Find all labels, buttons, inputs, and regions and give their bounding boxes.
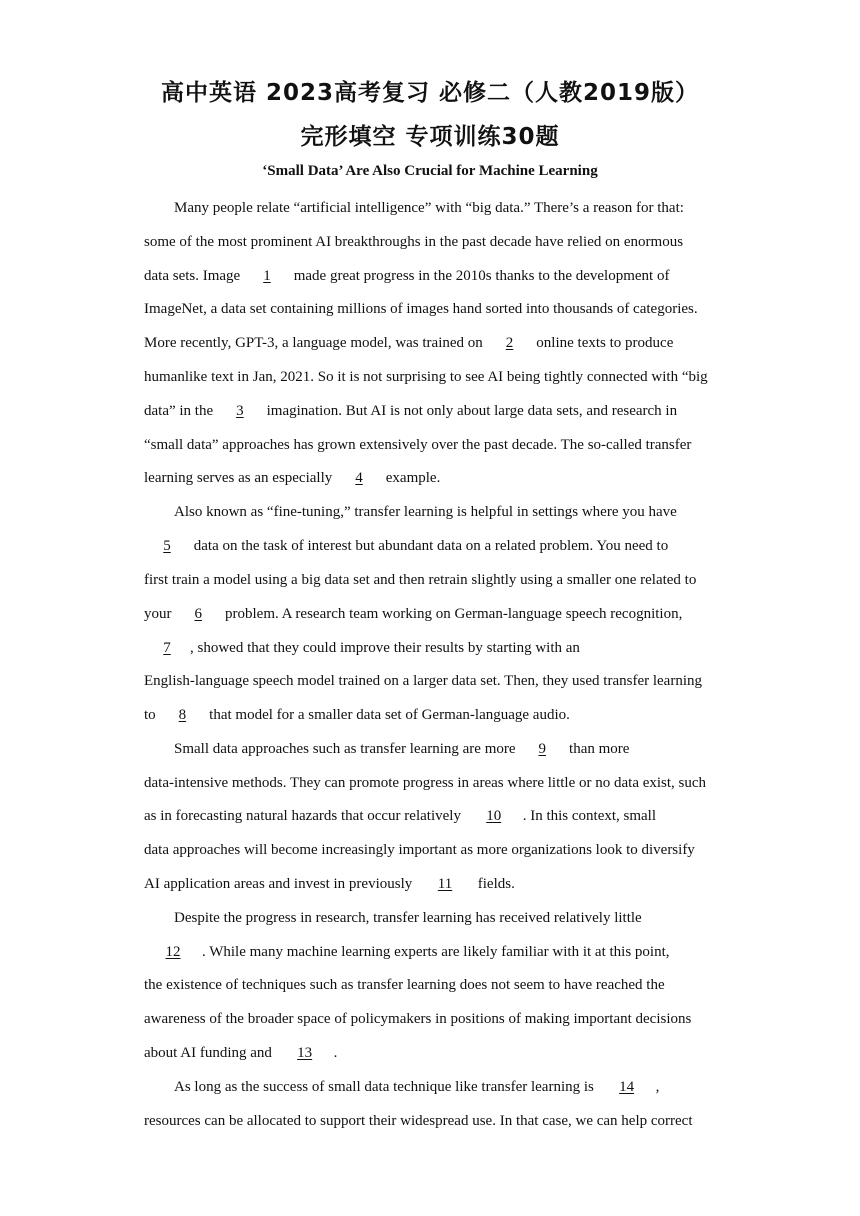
passage-line <box>144 975 665 995</box>
document-subtitle: 完形填空 专项训练30题 <box>300 124 560 150</box>
passage-line <box>144 468 440 488</box>
line-text: than more <box>565 741 630 757</box>
line-text: More recently, GPT-3, a language model, was trained on <box>144 335 487 351</box>
blank-11: 11 <box>437 876 453 892</box>
blank-13: 13 <box>297 1045 313 1061</box>
line-text: Small data approaches such as transfer learning are more <box>174 741 520 757</box>
passage-title: ‘Small Data’ Are Also Crucial for Machine Learning <box>262 163 598 179</box>
line-text: example. <box>382 470 441 486</box>
line-text: . <box>333 1045 338 1061</box>
line-text: some of the most prominent AI breakthroughs in the past decade have relied on enormous <box>144 234 684 250</box>
line-text: humanlike text in Jan, 2021. So it is not surprising to see AI being tightly connected with “big <box>144 369 708 385</box>
line-text: first train a model using a big data set and then retrain slightly using a smaller one related to <box>144 572 697 588</box>
blank-6: 6 <box>194 606 202 622</box>
blank-4: 4 <box>355 470 363 486</box>
blank-10: 10 <box>486 808 502 824</box>
blank-2: 2 <box>505 335 514 351</box>
passage-line <box>144 773 706 793</box>
line-text: imagination. But AI is not only about large data sets, and research in <box>262 403 678 419</box>
passage-line <box>144 1043 337 1063</box>
line-text: , showed that they could improve their results by starting with an <box>190 640 580 656</box>
line-text: data sets. Image <box>144 268 244 284</box>
passage-line <box>144 671 702 691</box>
passage-line <box>144 299 698 319</box>
passage-line <box>144 705 570 725</box>
line-text: “small data” approaches has grown extensively over the past decade. The so-called transfer <box>144 437 692 453</box>
line-text: awareness of the broader space of policymakers in positions of making important decisions <box>144 1011 692 1027</box>
line-text: Despite the progress in research, transfer learning has received relatively little <box>174 910 642 926</box>
passage-line <box>174 1077 659 1097</box>
passage-line <box>144 333 673 353</box>
passage-line <box>144 401 677 421</box>
passage-line <box>174 739 629 759</box>
line-text: resources can be allocated to support their widespread use. In that case, we can help correct <box>144 1113 693 1129</box>
passage-line <box>144 874 515 894</box>
line-text: . While many machine learning experts are likely familiar with it at this point, <box>202 944 670 960</box>
line-text: to <box>144 707 160 723</box>
line-text: . In this context, small <box>522 808 657 824</box>
passage-line <box>144 367 708 387</box>
line-text: , <box>655 1079 660 1095</box>
passage-line <box>174 908 642 928</box>
line-text: made great progress in the 2010s thanks to the development of <box>289 268 670 284</box>
passage-line <box>144 1009 691 1029</box>
line-text: your <box>144 606 176 622</box>
line-text: that model for a smaller data set of German-language audio. <box>205 707 570 723</box>
line-text: data-intensive methods. They can promote progress in areas where little or no data exist, such <box>144 775 707 791</box>
line-text: problem. A research team working on German-language speech recognition, <box>221 606 683 622</box>
line-text: AI application areas and invest in previously <box>144 876 417 892</box>
line-text: Many people relate “artificial intelligence” with “big data.” There’s a reason for that: <box>174 200 684 216</box>
blank-1: 1 <box>263 268 271 284</box>
line-text: about AI funding and <box>144 1045 276 1061</box>
passage-line <box>144 232 683 252</box>
line-text: Also known as “fine-tuning,” transfer learning is helpful in settings where you have <box>174 504 677 520</box>
line-text: data” in the <box>144 403 217 419</box>
blank-3: 3 <box>236 403 244 419</box>
line-text: English-language speech model trained on a larger data set. Then, they used transfer learning <box>144 673 702 689</box>
blank-9: 9 <box>538 741 547 757</box>
passage-line <box>144 570 696 590</box>
line-text: the existence of techniques such as transfer learning does not seem to have reached the <box>144 977 665 993</box>
passage-line <box>144 604 682 624</box>
passage-line <box>144 942 670 962</box>
blank-5: 5 <box>163 538 171 554</box>
line-text: fields. <box>474 876 515 892</box>
passage-line <box>144 1111 693 1131</box>
passage-line <box>144 806 656 826</box>
passage-line <box>144 536 668 556</box>
line-text: ImageNet, a data set containing millions of images hand sorted into thousands of categories. <box>144 301 698 317</box>
line-text: as in forecasting natural hazards that occur relatively <box>144 808 465 824</box>
passage-line <box>174 502 677 522</box>
blank-7: 7 <box>163 640 171 656</box>
passage-line <box>144 638 580 658</box>
blank-14: 14 <box>619 1079 635 1095</box>
passage-line <box>174 198 684 218</box>
blank-8: 8 <box>178 707 187 723</box>
line-text: online texts to produce <box>532 335 674 351</box>
document-title: 高中英语 2023高考复习 必修二（人教2019版） <box>160 80 700 106</box>
passage-line <box>144 266 669 286</box>
passage-line <box>144 435 691 455</box>
line-text: data approaches will become increasingly important as more organizations look to diversify <box>144 842 695 858</box>
line-text: As long as the success of small data technique like transfer learning is <box>174 1079 598 1095</box>
passage-line <box>144 840 695 860</box>
line-text: learning serves as an especially <box>144 470 337 486</box>
line-text: data on the task of interest but abundant data on a related problem. You need to <box>190 538 669 554</box>
blank-12: 12 <box>165 944 181 960</box>
